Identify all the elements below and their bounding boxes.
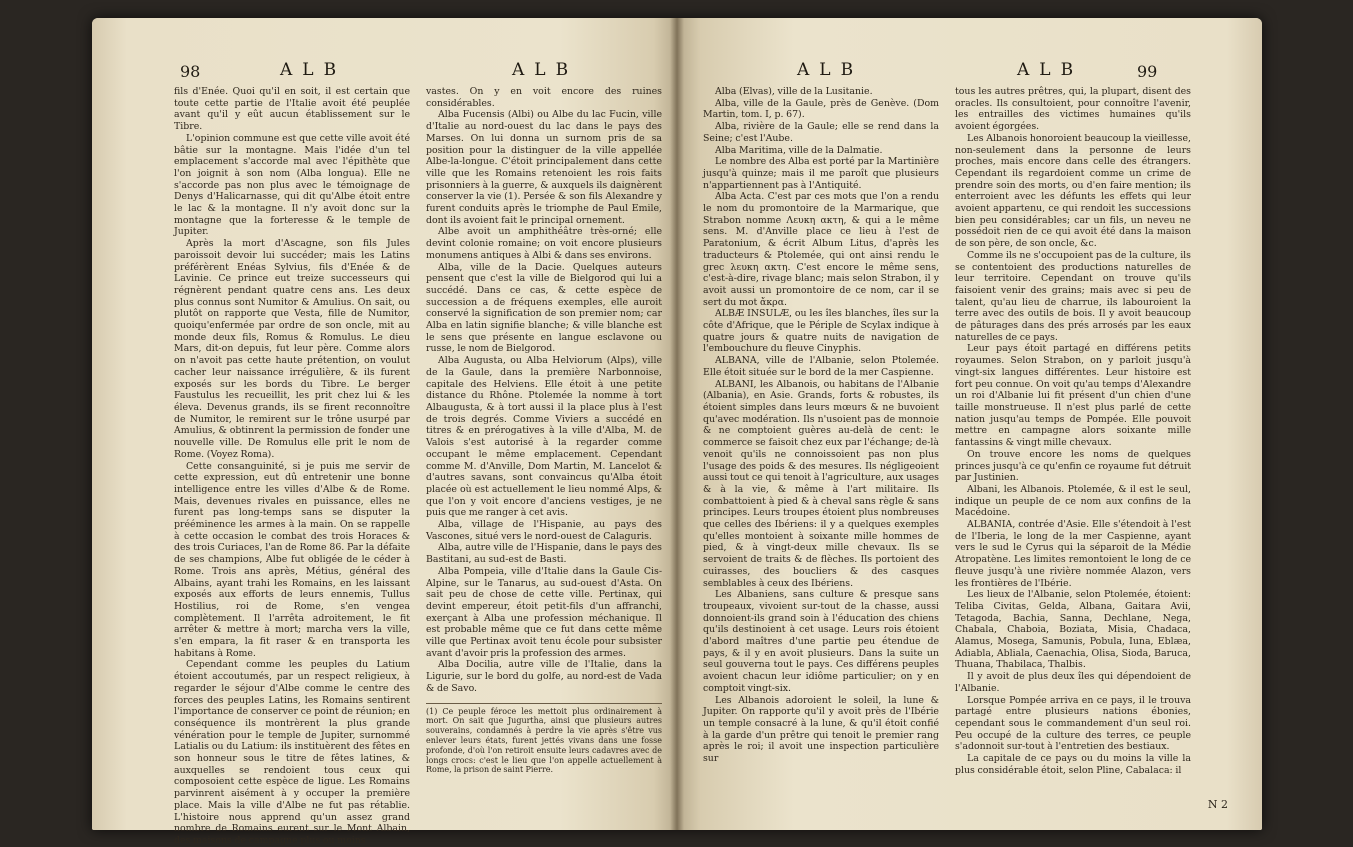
running-headword: ALB <box>1017 60 1084 80</box>
entry: Alba, rivière de la Gaule; elle se rend dans la Seine; c'est l'Aube. <box>703 121 939 144</box>
right-column-1 <box>703 86 939 765</box>
paragraph: Les Albanois adoroient le soleil, la lune & Jupiter. On rapporte qu'il y avoit près de l'Ibérie un temple consacré à la lune, & qu'il étoit confié à la garde d'un prêtre qui tenoit le premier rang après le roi; il avoit une inspection particulière sur <box>703 694 939 765</box>
left-page <box>92 18 677 846</box>
paragraph: Après la mort d'Ascagne, son fils Jules paroissoit devoir lui succéder; mais les Latins préférèrent Enéas Sylvius, fils d'Enée & de Lavinie. Ce prince eut treize successeurs qui régnèrent pendant quatre cens ans. Les deux plus connus sont Numitor & Amulius. On sait, ou plutôt on rapporte que Vesta, fille de Numitor, quoiqu'enfermée par ordre de son oncle, mit au monde deux fils, Romus & Romulus. Le dieu Mars, dit-on depuis, fut leur père. Comme alors on n'avoit pas cette haute prétention, on voulut cacher leur naissance irrégulière, & ils furent exposés sur les bords du Tibre. Le berger Faustulus les recueillit, les prit chez lui & les éleva. Devenus grands, ils se firent reconnoître de Numitor, le remirent sur le trône usurpé par Amulius, & obtinrent la permission de fonder une nouvelle ville. De Romulus elle prit le nom de Rome. (Voyez Roma). <box>174 238 410 460</box>
paragraph: Les Albaniens, sans culture & presque sans troupeaux, vivoient sur-tout de la chasse, aussi donnoient-ils grand soin à l'éducation des chiens qu'ils destinoient à cet usage. Leurs rois étoient d'abord maîtres d'une partie peu étendue de pays, & il y en avoit plusieurs. Dans la suite un seul gouverna tout le pays. Ces différens peuples avoient chacun leur idiôme particulier; on y en comptoit vingt-six. <box>703 589 939 694</box>
paragraph: Albe avoit un amphithéâtre très-orné; elle devint colonie romaine; on voit encore plusieurs monumens antiques à Albi & dans ses environs. <box>426 226 662 261</box>
entry: Alba, ville de la Dacie. Quelques auteurs pensent que c'est la ville de Bielgorod qui lui a succédé. Dans ce cas, & cette espèce de succession a de fréquens exemples, elle auroit conservé la signification de son premier nom; car Alba en latin signifie blanche; & ville blanche est le sens que présente en langue esclavone ou russe, le nom de Bielgorod. <box>426 261 662 355</box>
paragraph: Lorsque Pompée arriva en ce pays, il le trouva partagé entre plusieurs nations ébonies, cependant sous le commandement d'un seul roi. Peu occupé de la culture des terres, ce peuple s'adonnoit sur-tout à l'entretien des bestiaux. <box>955 694 1191 753</box>
right-column-2 <box>955 86 1191 776</box>
left-column-2 <box>426 86 662 775</box>
running-headword: ALB <box>280 60 347 80</box>
left-column-1 <box>174 86 410 847</box>
entry: ALBÆ INSULÆ, ou les îles blanches, îles sur la côte d'Afrique, que le Périple de Scylax indique à quatre jours & quatre nuits de navigation de l'embouchure du fleuve Cinyphis. <box>703 308 939 355</box>
paragraph: Les Albanois honoroient beaucoup la vieillesse, non-seulement dans la personne de leurs proches, mais encore dans celle des étrangers. Cependant ils regardoient comme un crime de prendre soin des morts, ou d'en faire mention; ils enterroient avec les défunts les effets qui leur avoient appartenu, ce qui rendoit les successions bien peu considérables; car un fils, un neveu ne possédoit rien de ce qui avoit été dans la maison de son père, de son oncle, &c. <box>955 132 1191 250</box>
page-number: 98 <box>180 62 201 81</box>
entry: ALBANIA, contrée d'Asie. Elle s'étendoit à l'est de l'Iberia, le long de la mer Caspienne, ayant vers le sud le Cyrus qui la séparoit de la Médie Atropatène. Les limites remontoient le long de ce fleuve jusqu'à une rivière nommée Alazon, vers les frontières de l'Ibérie. <box>955 519 1191 589</box>
running-headword-left: ALB <box>797 60 864 80</box>
paragraph: Le nombre des Alba est porté par la Martinière jusqu'à quinze; mais il me paroît que plusieurs n'appartiennent pas à l'Antiquité. <box>703 156 939 191</box>
footnote: (1) Ce peuple féroce les mettoit plus ordinairement à mort. On sait que Jugurtha, ainsi que plusieurs autres souverains, condamnés à perdre la vie après s'être vus enlever leurs états, furent jettés vivans dans une fosse profonde, d'où l'on retiroit ensuite leurs cadavres avec de longs crocs: c'est le lieu que l'on appelle actuellement à Rome, la prison de saint Pierre. <box>426 703 662 776</box>
right-page-header <box>677 60 1262 86</box>
running-headword-right: ALB <box>512 60 579 80</box>
entry: Alba Augusta, ou Alba Helviorum (Alps), ville de la Gaule, dans la première Narbonnoise, capitale des Helviens. Elle étoit à une petite distance du Rhône. Ptolemée la nomme à tort Albaugusta, & à tort aussi il la place plus à l'est de trois degrés. Comme Viviers a succédé en titres & en prérogatives à la ville d'Alba, M. de Valois s'est autorisé à la regarder comme occupant le même emplacement. Cependant comme M. d'Anville, Dom Martin, M. Lancelot & d'autres savans, sont convaincus qu'Alba étoit placée où est actuellement le lieu nommé Alps, & que l'on y voit encore d'anciens vestiges, je ne puis que me ranger à cet avis. <box>426 355 662 519</box>
paragraph: Les lieux de l'Albanie, selon Ptolemée, étoient: Teliba Civitas, Gelda, Albana, Gaitara Avii, Tetagoda, Bachia, Sanna, Dechlane, Nega, Chabala, Chaboia, Boziata, Misia, Chadaca, Alamus, Mosega, Samunis, Pobula, Iuna, Eblæa, Adiabla, Abliala, Caenachia, Olisa, Sioda, Baruca, Thuana, Thabilaca, Thalbis. <box>955 589 1191 671</box>
entry: Alba Pompeia, ville d'Italie dans la Gaule Cis-Alpine, sur le Tanarus, au sud-ouest d'Asta. On sait peu de chose de cette ville. Pertinax, qui devint empereur, étoit petit-fils d'un affranchi, exerçant à Alba une profession méchanique. Il est probable même que ce fut dans cette même ville que Pertinax avoit tenu école pour subsister avant d'avoir pris la profession des armes. <box>426 565 662 659</box>
paragraph: Leur pays étoit partagé en différens petits royaumes. Selon Strabon, on y parloit jusqu'à vingt-six langues différentes. Leur histoire est fort peu connue. On voit qu'au temps d'Alexandre un roi d'Albanie lui fit présent d'un chien d'une taille monstrueuse. Il n'est plus parlé de cette nation jusqu'au temps de Pompée. Elle pouvoit mettre en campagne alors soixante mille fantassins & vingt mille chevaux. <box>955 343 1191 449</box>
paragraph: Comme ils ne s'occupoient pas de la culture, ils se contentoient des productions naturelles de leur territoire. Cependant on trouve qu'ils faisoient venir des grains; mais avec si peu de talent, qu'au lieu de charrue, ils labouroient la terre avec des outils de bois. Il y avoit beaucoup de pâturages dans des prés arrosés par les eaux naturelles de ce pays. <box>955 249 1191 343</box>
paragraph: tous les autres prêtres, qui, la plupart, disent des oracles. Ils consultoient, pour connoître l'avenir, les entrailles des victimes humaines qu'ils avoient égorgées. <box>955 86 1191 133</box>
signature-mark: N 2 <box>1207 798 1228 811</box>
entry: Alba, autre ville de l'Hispanie, dans le pays des Bastitani, au sud-est de Basti. <box>426 542 662 566</box>
entry: Alba Docilia, autre ville de l'Italie, dans la Ligurie, sur le bord du golfe, au nord-est de Vada & de Savo. <box>426 659 662 694</box>
paragraph: Cette consanguinité, si je puis me servir de cette expression, eut dû entretenir une bonne intelligence entre les villes d'Albe & de Rome. Mais, devenues rivales en puissance, elles ne furent pas long-temps sans se disputer la prééminence les armes à la main. On se rappelle à cette occasion le combat des trois Horaces & des trois Curiaces, l'an de Rome 86. Par la défaite de ses champions, Albe fut obligée de le céder à Rome. Trois ans après, Métius, général des Albains, ayant trahi les Romains, en les laissant exposés aux efforts de leurs ennemis, Tullus Hostilius, roi de Rome, s'en vengea complètement. Il l'arrêta adroitement, le fit arrêter & mettre à mort; marcha vers la ville, s'en empara, la fit raser & en transporta les habitans à Rome. <box>174 460 410 659</box>
paragraph: Il y avoit de plus deux îles qui dépendoient de l'Albanie. <box>955 671 1191 694</box>
entry: Alba Maritima, ville de la Dalmatie. <box>715 144 883 156</box>
entry: Alba, village de l'Hispanie, au pays des Vascones, situé vers le nord-ouest de Calaguris. <box>426 519 662 542</box>
book-gutter <box>670 18 684 830</box>
paragraph: L'opinion commune est que cette ville avoit été bâtie sur la montagne. Mais l'idée d'un tel emplacement s'accorde mal avec l'épithète que l'on joignit à son nom (Alba longua). Elle ne s'accorde pas non plus avec le témoignage de Denys d'Halicarnasse, qui dit qu'Albe étoit entre le lac & la montagne. Il n'y avoit donc sur la montagne que la forteresse & le temple de Jupiter. <box>174 132 410 238</box>
entry: ALBANI, les Albanois, ou habitans de l'Albanie (Albania), en Asie. Grands, forts & robustes, ils étoient simples dans leurs mœurs & ne buvoient qu'avec modération. Ils n'usoient pas de monnoie & ne comptoient guères au-delà de cent: le commerce se faisoit chez eux par l'échange; de-là venoit qu'ils ne connoissoient pas non plus l'usage des poids & des mesures. Ils négligeoient aussi tout ce qui tenoit à l'agriculture, aux usages & à la vie, & même à l'art militaire. Ils combattoient à pied & à cheval sans règle & sans principes. Leurs troupes étoient plus nombreuses que celles des Ibériens: il y a quelques exemples qu'elles montoient à soixante mille hommes de pied, & à vingt-deux mille chevaux. Ils se servoient de traits & de flèches. Ils portoient des cuirasses, des boucliers & des casques semblables à ceux des Ibériens. <box>703 378 939 589</box>
entry: Alba Fucensis (Albi) ou Albe du lac Fucin, ville d'Italie au nord-ouest du lac dans le pays des Marses. On lui donna un surnom pris de sa position pour la distinguer de la ville appellée Albe-la-longue. C'étoit principalement dans cette ville que les Romains retenoient les rois faits prisonniers à la guerre, & auxquels ils daignèrent conserver la vie (1). Persée & son fils Alexandre y furent conduits après le triomphe de Paul Emile, dont ils avoient fait le principal ornement. <box>426 109 662 226</box>
paragraph: fils d'Enée. Quoi qu'il en soit, il est certain que toute cette partie de l'Italie avoit été peuplée avant qu'il y eût aucun établissement sur le Tibre. <box>174 86 410 133</box>
paragraph: La capitale de ce pays ou du moins la ville la plus considérable étoit, selon Pline, Cabalaca: il <box>955 753 1191 776</box>
entry: Alba Acta. C'est par ces mots que l'on a rendu le nom du promontoire de la Marmarique, que Strabon nomme Λευκη ακτη, & qui a le même sens. M. d'Anville place ce lieu à l'est de Paratonium, & écrit Album Litus, d'après les traducteurs & Ptolemée, qui ont ainsi rendu le grec λευκη ακτη. C'est encore le même sens, c'est-à-dire, rivage blanc; mais selon Strabon, il y avoit aussi un promontoire de ce nom, car il se sert du mot ἄκρα. <box>703 191 939 308</box>
left-page-header <box>92 60 677 86</box>
entry: Albani, les Albanois. Ptolemée, & il est le seul, indique un peuple de ce nom aux confins de la Macédoine. <box>955 483 1191 519</box>
page-number: 99 <box>1137 62 1158 81</box>
open-book <box>92 18 1262 846</box>
paragraph: On trouve encore les noms de quelques princes jusqu'à ce qu'enfin ce royaume fut détruit par Justinien. <box>955 448 1191 484</box>
entry: Alba (Elvas), ville de la Lusitanie. <box>715 86 873 97</box>
entry: Alba, ville de la Gaule, près de Genève. (Dom Martin, tom. I, p. 67). <box>703 97 939 121</box>
paragraph: Cependant comme les peuples du Latium étoient accoutumés, par un respect religieux, à regarder le séjour d'Albe comme le centre des forces des peuples Latins, les Romains sentirent l'importance de conserver ce point de réunion; en conséquence ils montrèrent la plus grande vénération pour le temple de Jupiter, surnommé Latialis ou du Latium: ils instituèrent des fêtes en son honneur sous le titre de fêtes latines, & auxquelles se rendoient tous ceux qui composoient cette espèce de ligue. Les Romains parvinrent aisément à y occuper la première place. Mais la ville d'Albe ne fut pas rétablie. L'histoire nous apprend qu'un assez grand nombre de Romains eurent sur le Mont Albain, des maisons de campagne plus ou moins <box>174 659 410 846</box>
right-page <box>677 18 1262 830</box>
paragraph: vastes. On y en voit encore des ruines considérables. <box>426 86 662 109</box>
entry: ALBANA, ville de l'Albanie, selon Ptolemée. Elle étoit située sur le bord de la mer Caspienne. <box>703 355 939 378</box>
